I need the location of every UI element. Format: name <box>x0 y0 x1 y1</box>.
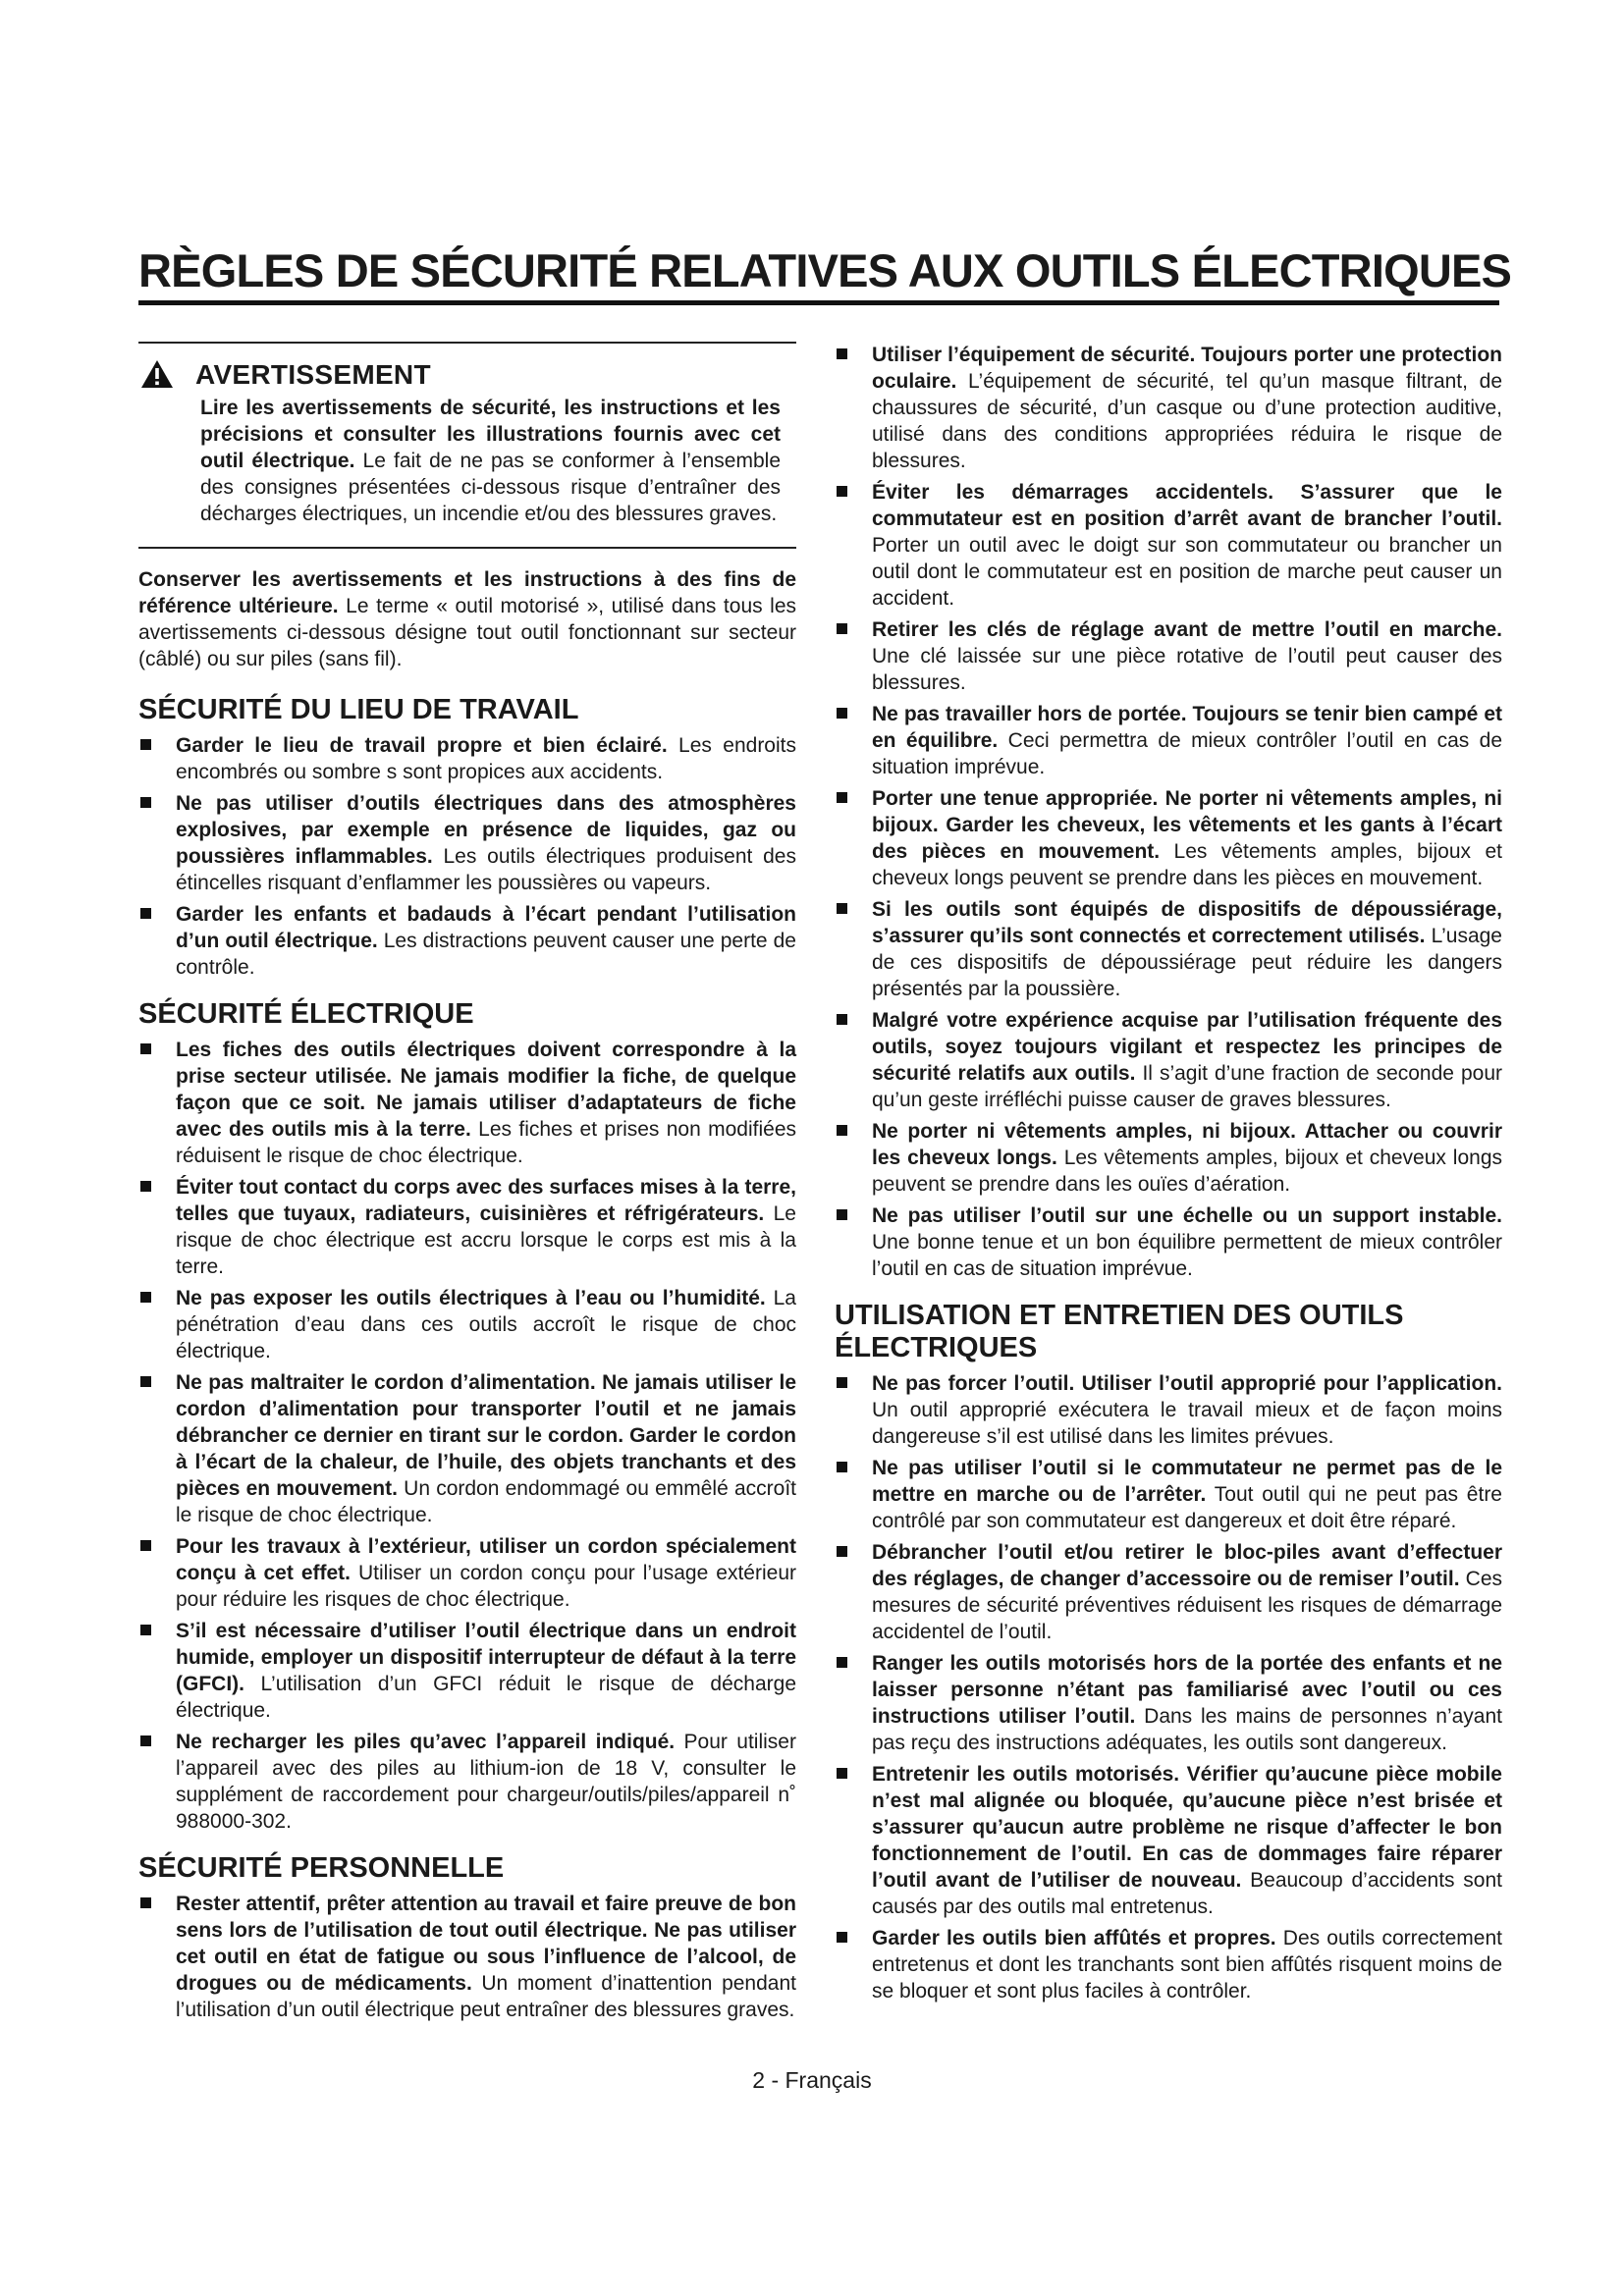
list-item-text: Beaucoup d’accidents sont causés par des outils mal entretenus. <box>872 1869 1502 1918</box>
list-item <box>138 1037 796 1169</box>
square-bullet-icon <box>140 1292 151 1303</box>
list-item-text: La pénétration d’eau dans ces outils accroît le risque de choc électrique. <box>176 1287 796 1362</box>
list-item-text: Une bonne tenue et un bon équilibre permettent de mieux contrôler l’outil en cas de situation imprévue. <box>872 1231 1502 1280</box>
square-bullet-icon <box>837 623 847 634</box>
page-footer: 2 - Français <box>752 2067 872 2093</box>
list-item <box>835 1925 1502 2004</box>
list-item-bold: Garder le lieu de travail propre et bien éclairé. <box>176 734 668 757</box>
list-item <box>138 790 796 896</box>
section-heading-tool-use: UTILISATION ET ENTRETIEN DES OUTILS ÉLECTRIQUES <box>835 1300 1404 1363</box>
square-bullet-icon <box>837 1932 847 1943</box>
section-heading: SÉCURITÉ DU LIEU DE TRAVAIL <box>138 694 579 725</box>
warning-label: AVERTISSEMENT <box>195 358 431 390</box>
list-item-text: Les outils électriques produisent des étincelles risquant d’enflammer les poussières ou vapeurs. <box>176 845 796 894</box>
square-bullet-icon <box>837 1014 847 1025</box>
square-bullet-icon <box>837 1462 847 1472</box>
square-bullet-icon <box>837 1657 847 1668</box>
list-item <box>835 1650 1502 1756</box>
left-sections <box>138 694 796 2023</box>
square-bullet-icon <box>140 1735 151 1746</box>
list-item <box>835 342 1502 474</box>
list-item-text: Dans les mains de personnes n’ayant pas reçu des instructions adéquates, les outils sont dangereux. <box>872 1705 1502 1754</box>
list-item <box>138 1729 796 1835</box>
square-bullet-icon <box>837 903 847 914</box>
square-bullet-icon <box>140 1376 151 1387</box>
square-bullet-icon <box>837 708 847 719</box>
list-item-text: Une clé laissée sur une pièce rotative de l’outil peut causer des blessures. <box>872 645 1502 694</box>
square-bullet-icon <box>837 486 847 497</box>
list-item-bold: Malgré votre expérience acquise par l’utilisation fréquente des outils, soyez toujours vigilant et respectez les principes de sécurité relatifs aux outils. <box>872 1009 1502 1085</box>
list-item-text: Un moment d’inattention pendant l’utilisation d’un outil électrique peut entraîner des blessures graves. <box>176 1972 796 2021</box>
list-item-text: Porter un outil avec le doigt sur son commutateur ou brancher un outil dont le commutateur est en position de marche peut causer un accident. <box>872 534 1502 610</box>
square-bullet-icon <box>140 1043 151 1054</box>
list-item-bold: Ne pas utiliser d’outils électriques dans des atmosphères explosives, par exemple en présence de liquides, gaz ou poussières inflammables. <box>176 792 796 868</box>
list-item-bold: Garder les enfants et badauds à l’écart pendant l’utilisation d’un outil électrique. <box>176 903 796 952</box>
list-item-bold: Retirer les clés de réglage avant de mettre l’outil en marche. <box>872 618 1502 641</box>
warning-text <box>200 395 781 527</box>
right-column <box>835 342 1502 2009</box>
square-bullet-icon <box>837 792 847 803</box>
square-bullet-icon <box>837 1209 847 1220</box>
square-bullet-icon <box>837 348 847 359</box>
list-item-text: L’équipement de sécurité, tel qu’un masque filtrant, de chaussures de sécurité, d’un casque ou d’une protection auditive, utilisé dans des conditions appropriées réduira le risque de blessures. <box>872 370 1502 472</box>
section-list <box>138 1037 796 1835</box>
list-item <box>138 1369 796 1528</box>
list-item-text: Un cordon endommagé ou emmêlé accroît le risque de choc électrique. <box>176 1477 796 1526</box>
square-bullet-icon <box>140 908 151 919</box>
list-item-text: Utiliser un cordon conçu pour l’usage extérieur pour réduire les risques de choc électrique. <box>176 1562 796 1611</box>
list-item-bold: Entretenir les outils motorisés. Vérifier qu’aucune pièce mobile n’est mal alignée ou bloquée, qu’aucune pièce n’est brisée et s’assurer qu’aucun autre problème ne risque d’affecter le bon fonctionnement de l’outil. En cas de dommages faire réparer l’outil avant de l’utiliser de nouveau. <box>872 1763 1502 1892</box>
list-item <box>138 1285 796 1364</box>
list-item <box>835 1539 1502 1645</box>
list-item <box>138 1618 796 1724</box>
section-list <box>138 732 796 981</box>
section-heading: SÉCURITÉ PERSONNELLE <box>138 1852 505 1884</box>
list-item-bold: Ne pas maltraiter le cordon d’alimentation. Ne jamais utiliser le cordon d’alimentation pour transporter l’outil et ne jamais débrancher ce dernier en tirant sur le cordon. Garder le cordon à l’écart de la chaleur, de l’huile, des objets tranchants et des pièces en mouvement. <box>176 1371 796 1500</box>
list-item-bold: Éviter les démarrages accidentels. S’assurer que le commutateur est en position d’arrêt avant de brancher l’outil. <box>872 481 1502 530</box>
list-item-bold: Ne porter ni vêtements amples, ni bijoux. Attacher ou couvrir les cheveux longs. <box>872 1120 1502 1169</box>
warning-triangle-icon <box>140 359 174 389</box>
list-item-bold: Ranger les outils motorisés hors de la portée des enfants et ne laisser personne n’étant pas familiarisé avec l’outil ou ces instructions utiliser l’outil. <box>872 1652 1502 1728</box>
intro-bold: Conserver les avertissements et les instructions à des fins de référence ultérieure. <box>138 568 796 617</box>
list-item <box>138 1891 796 2023</box>
list-item-bold: S’il est nécessaire d’utiliser l’outil électrique dans un endroit humide, employer un dispositif interrupteur de défaut à la terre (GFCI). <box>176 1620 796 1695</box>
square-bullet-icon <box>140 1625 151 1635</box>
list-item-text: Il s’agit d’une fraction de seconde pour qu’un geste irréfléchi puisse causer de graves blessures. <box>872 1062 1502 1111</box>
list-item-text: Des outils correctement entretenus et dont les tranchants sont bien affûtés risquent moins de se bloquer et sont plus faciles à contrôler. <box>872 1927 1502 2002</box>
list-item-text: Ces mesures de sécurité préventives réduisent les risques de démarrage accidentel de l’outil. <box>872 1568 1502 1643</box>
list-item <box>835 479 1502 612</box>
list-item-bold: Ne pas utiliser l’outil si le commutateur ne permet pas de le mettre en marche ou de l’arrêter. <box>872 1457 1502 1506</box>
list-item <box>835 1370 1502 1450</box>
list-item-text: Les distractions peuvent causer une perte de contrôle. <box>176 930 796 979</box>
list-item <box>138 732 796 785</box>
title-rule <box>138 300 1499 305</box>
list-item-bold: Pour les travaux à l’extérieur, utiliser un cordon spécialement conçu à cet effet. <box>176 1535 796 1584</box>
square-bullet-icon <box>140 1540 151 1551</box>
list-item <box>835 701 1502 780</box>
list-item <box>835 1761 1502 1920</box>
list-item-bold: Débrancher l’outil et/ou retirer le bloc-piles avant d’effectuer des réglages, de changer d’accessoire ou de remiser l’outil. <box>872 1541 1502 1590</box>
section-heading: SÉCURITÉ ÉLECTRIQUE <box>138 998 474 1030</box>
list-item-text: Pour utiliser l’appareil avec des piles au lithium-ion de 18 V, consulter le supplément de raccordement pour chargeur/outils/piles/appareil n˚ 988000-302. <box>176 1731 796 1833</box>
list-item-text: Les endroits encombrés ou sombre s sont propices aux accidents. <box>176 734 796 783</box>
square-bullet-icon <box>837 1768 847 1779</box>
intro-paragraph <box>138 566 796 672</box>
list-item-text: Les vêtements amples, bijoux et cheveux longs peuvent se prendre dans les ouïes d’aération. <box>872 1147 1502 1196</box>
left-column <box>138 342 796 2028</box>
intro-body: Le terme « outil motorisé », utilisé dans tous les avertissements ci-dessous désigne tout outil fonctionnant sur secteur (câblé) ou sur piles (sans fil). <box>138 595 797 670</box>
list-item-text: Ceci permettra de mieux contrôler l’outil en cas de situation imprévue. <box>872 729 1503 778</box>
warning-header <box>140 359 796 389</box>
list-item-bold: Garder les outils bien affûtés et propres. <box>872 1927 1276 1949</box>
list-item-bold: Utiliser l’équipement de sécurité. Toujours porter une protection oculaire. <box>872 344 1502 393</box>
square-bullet-icon <box>837 1377 847 1388</box>
list-item-text: Les fiches et prises non modifiées réduisent le risque de choc électrique. <box>176 1118 796 1167</box>
list-item-bold: Rester attentif, prêter attention au travail et faire preuve de bon sens lors de l’utilisation de tout outil électrique. Ne pas utiliser cet outil en état de fatigue ou sous l’influence de l’alcool, de drogues ou de médicaments. <box>176 1893 796 1995</box>
list-item-bold: Si les outils sont équipés de dispositifs de dépoussiérage, s’assurer qu’ils sont connectés et correctement utilisés. <box>872 898 1502 947</box>
list-item-bold: Ne recharger les piles qu’avec l’appareil indiqué. <box>176 1731 676 1753</box>
square-bullet-icon <box>140 1181 151 1192</box>
list-item <box>835 1202 1502 1282</box>
square-bullet-icon <box>140 1897 151 1908</box>
list-item-bold: Ne pas travailler hors de portée. Toujours se tenir bien campé et en équilibre. <box>872 703 1502 752</box>
warning-box <box>138 342 796 549</box>
square-bullet-icon <box>140 739 151 750</box>
section-list <box>138 1891 796 2023</box>
list-item <box>835 785 1502 891</box>
list-item-text: L’usage de ces dispositifs de dépoussiérage peut réduire les dangers présentés par la poussière. <box>872 925 1502 1000</box>
list-item-text: Un outil approprié exécutera le travail mieux et de façon moins dangereuse s’il est utilisé dans les limites prévues. <box>872 1399 1502 1448</box>
warning-bold: Lire les avertissements de sécurité, les instructions et les précisions et consulter les illustrations fournis avec cet outil électrique. <box>200 397 781 472</box>
list-item-bold: Éviter tout contact du corps avec des surfaces mises à la terre, telles que tuyaux, radiateurs, cuisinières et réfrigérateurs. <box>176 1176 796 1225</box>
tool-use-list <box>835 1370 1502 2004</box>
list-item <box>835 1118 1502 1198</box>
list-item <box>835 616 1502 696</box>
square-bullet-icon <box>140 797 151 808</box>
list-item-text: Le risque de choc électrique est accru lorsque le corps est mis à la terre. <box>176 1202 796 1278</box>
list-item <box>138 901 796 981</box>
list-item-bold: Ne pas exposer les outils électriques à l’eau ou l’humidité. <box>176 1287 766 1309</box>
warning-body: Le fait de ne pas se conformer à l’ensemble des consignes présentées ci-dessous risque d’entraîner des décharges électriques, un incendie et/ou des blessures graves. <box>200 450 781 525</box>
list-item-text: Les vêtements amples, bijoux et cheveux longs peuvent se prendre dans les pièces en mouvement. <box>872 840 1502 889</box>
list-item <box>138 1533 796 1613</box>
list-item <box>835 1007 1502 1113</box>
list-item-bold: Les fiches des outils électriques doivent correspondre à la prise secteur utilisée. Ne jamais modifier la fiche, de quelque façon que ce soit. Ne jamais utiliser d’adaptateurs de fiche avec des outils mis à la terre. <box>176 1039 796 1141</box>
page-title: RÈGLES DE SÉCURITÉ RELATIVES AUX OUTILS ÉLECTRIQUES <box>138 244 1512 296</box>
list-item <box>835 1455 1502 1534</box>
list-item-bold: Ne pas forcer l’outil. Utiliser l’outil approprié pour l’application. <box>872 1372 1502 1395</box>
square-bullet-icon <box>837 1125 847 1136</box>
list-item-bold: Porter une tenue appropriée. Ne porter ni vêtements amples, ni bijoux. Garder les cheveux, les vêtements et les gants à l’écart des pièces en mouvement. <box>872 787 1502 863</box>
personal-safety-list-continued <box>835 342 1502 1282</box>
list-item-text: L’utilisation d’un GFCI réduit le risque de décharge électrique. <box>176 1673 796 1722</box>
list-item <box>138 1174 796 1280</box>
list-item-text: Tout outil qui ne peut pas être contrôlé par son commutateur est dangereux et doit être réparé. <box>872 1483 1502 1532</box>
list-item <box>835 896 1502 1002</box>
list-item-bold: Ne pas utiliser l’outil sur une échelle ou un support instable. <box>872 1204 1502 1227</box>
square-bullet-icon <box>837 1546 847 1557</box>
